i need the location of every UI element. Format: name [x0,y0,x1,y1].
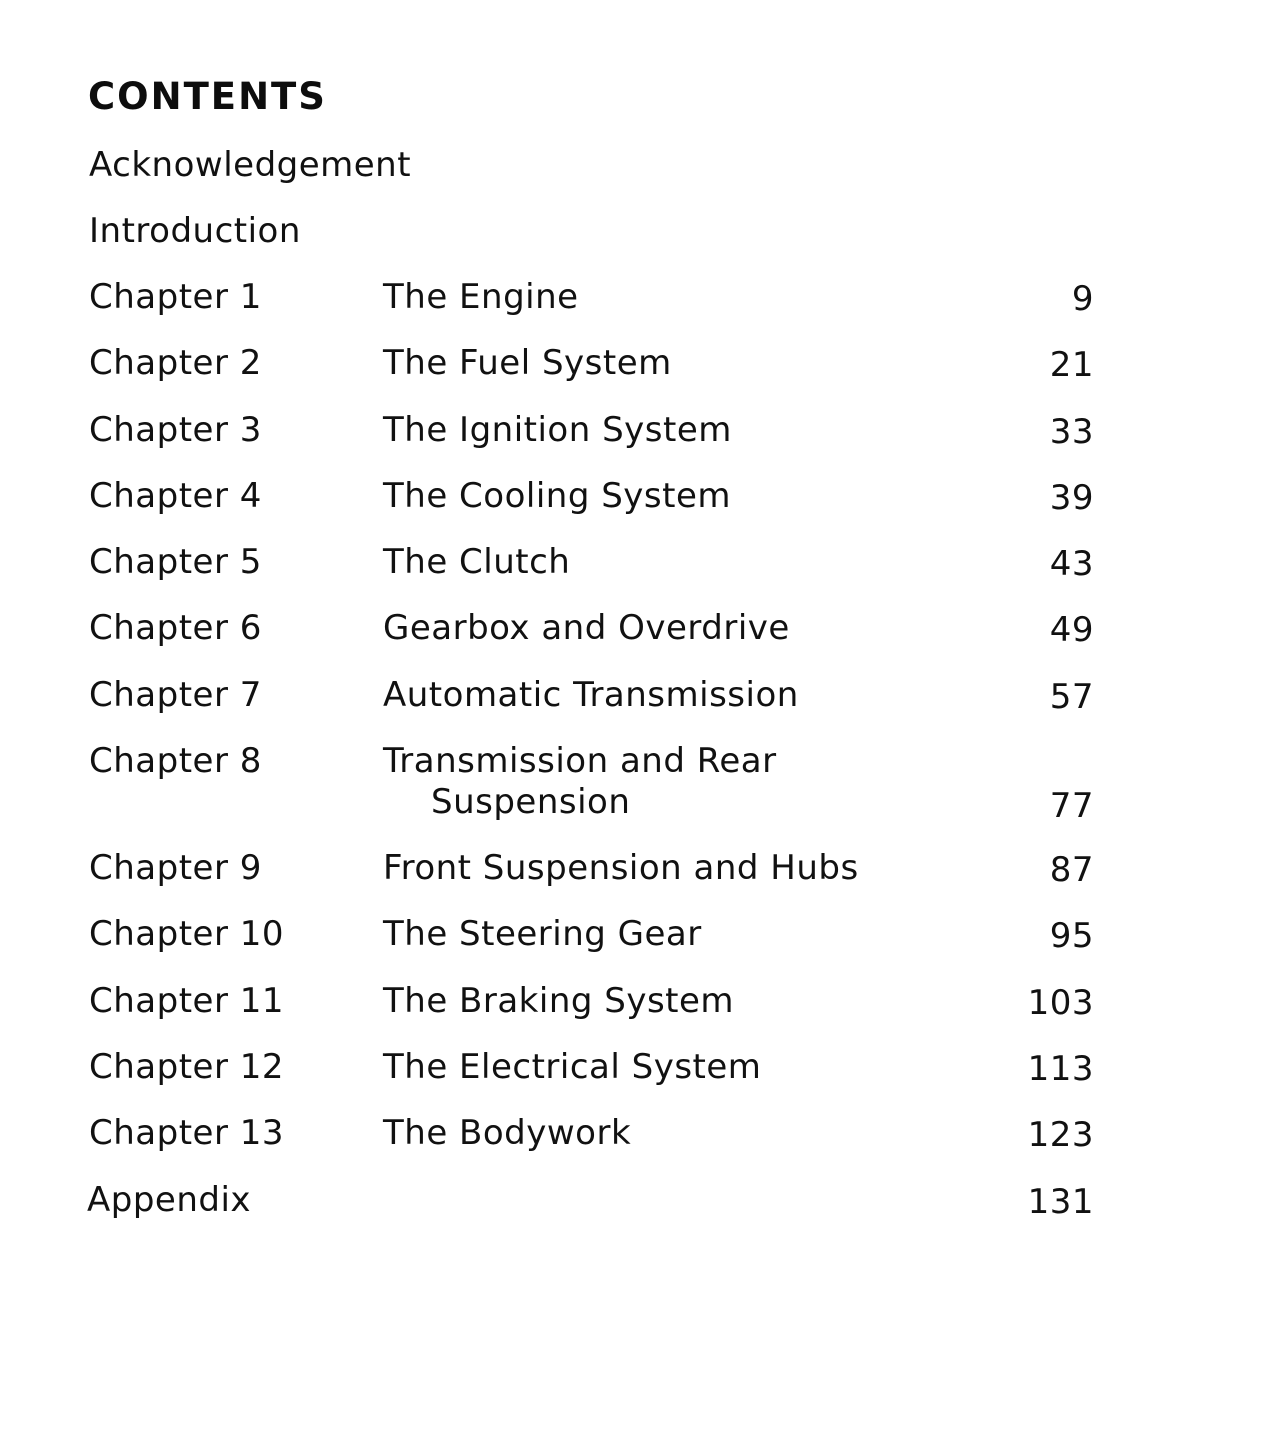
toc-entry-chapter-9 [0,848,1282,914]
toc-entry-chapter-6 [0,608,1282,674]
toc-entry-chapter-11 [0,981,1282,1047]
chapter-title: Front Suspension and Hubs [383,848,859,889]
chapter-label: Chapter 2 [89,343,262,384]
toc-entry-chapter-4 [0,476,1282,542]
toc-entry-appendix [0,1180,1282,1246]
page-number: 87 [1049,850,1094,891]
page-number: 103 [1027,982,1094,1023]
chapter-title: The Steering Gear [383,914,702,955]
page-number: 113 [1027,1048,1094,1089]
chapter-label: Chapter 9 [89,848,262,889]
table-of-contents [0,277,1282,1246]
chapter-title: The Braking System [383,980,735,1021]
chapter-title: Transmission and Rear [383,741,777,782]
chapter-label: Chapter 7 [89,674,262,715]
toc-entry-chapter-7 [0,675,1282,741]
chapter-title: The Engine [383,277,579,317]
page-number: 49 [1049,610,1094,651]
chapter-label: Chapter 4 [89,475,262,516]
page-title: CONTENTS [88,75,327,118]
chapter-title-continuation: Suspension [431,782,631,823]
chapter-title: Gearbox and Overdrive [383,608,790,649]
chapter-title: The Bodywork [383,1113,632,1154]
chapter-label: Chapter 13 [89,1113,285,1154]
page-number: 95 [1049,916,1094,957]
toc-entry-chapter-10 [0,914,1282,980]
chapter-label: Chapter 11 [89,980,285,1021]
page-number: 21 [1049,345,1094,386]
chapter-label: Chapter 5 [89,542,262,583]
chapter-title: The Clutch [383,542,571,583]
toc-entry-chapter-13 [0,1113,1282,1179]
chapter-title: The Cooling System [383,475,732,516]
page-number: 33 [1049,411,1094,452]
front-matter-introduction: Introduction [89,211,301,251]
chapter-title: The Fuel System [383,343,672,384]
chapter-label: Chapter 3 [89,409,262,450]
chapter-label: Chapter 10 [89,914,285,955]
toc-entry-chapter-12 [0,1047,1282,1113]
toc-entry-chapter-5 [0,542,1282,608]
toc-entry-chapter-8 [0,741,1282,848]
chapter-label: Chapter 1 [89,277,262,317]
page-number: 57 [1049,676,1094,717]
page-number: 131 [1027,1181,1094,1222]
chapter-label: Chapter 12 [89,1046,285,1087]
chapter-label: Chapter 8 [89,741,262,782]
toc-entry-chapter-2 [0,343,1282,409]
toc-entry-chapter-1 [0,277,1282,343]
appendix-label: Appendix [87,1179,252,1220]
chapter-title: The Ignition System [383,409,732,450]
front-matter-acknowledgement: Acknowledgement [89,145,412,185]
chapter-title: Automatic Transmission [383,674,799,715]
page-number: 123 [1027,1115,1094,1156]
toc-entry-chapter-3 [0,410,1282,476]
page-number: 39 [1049,477,1094,518]
page-number: 43 [1049,544,1094,585]
page-number: 9 [1071,279,1094,319]
chapter-title: The Electrical System [383,1046,762,1087]
chapter-label: Chapter 6 [89,608,262,649]
page-number: 77 [1049,786,1094,827]
